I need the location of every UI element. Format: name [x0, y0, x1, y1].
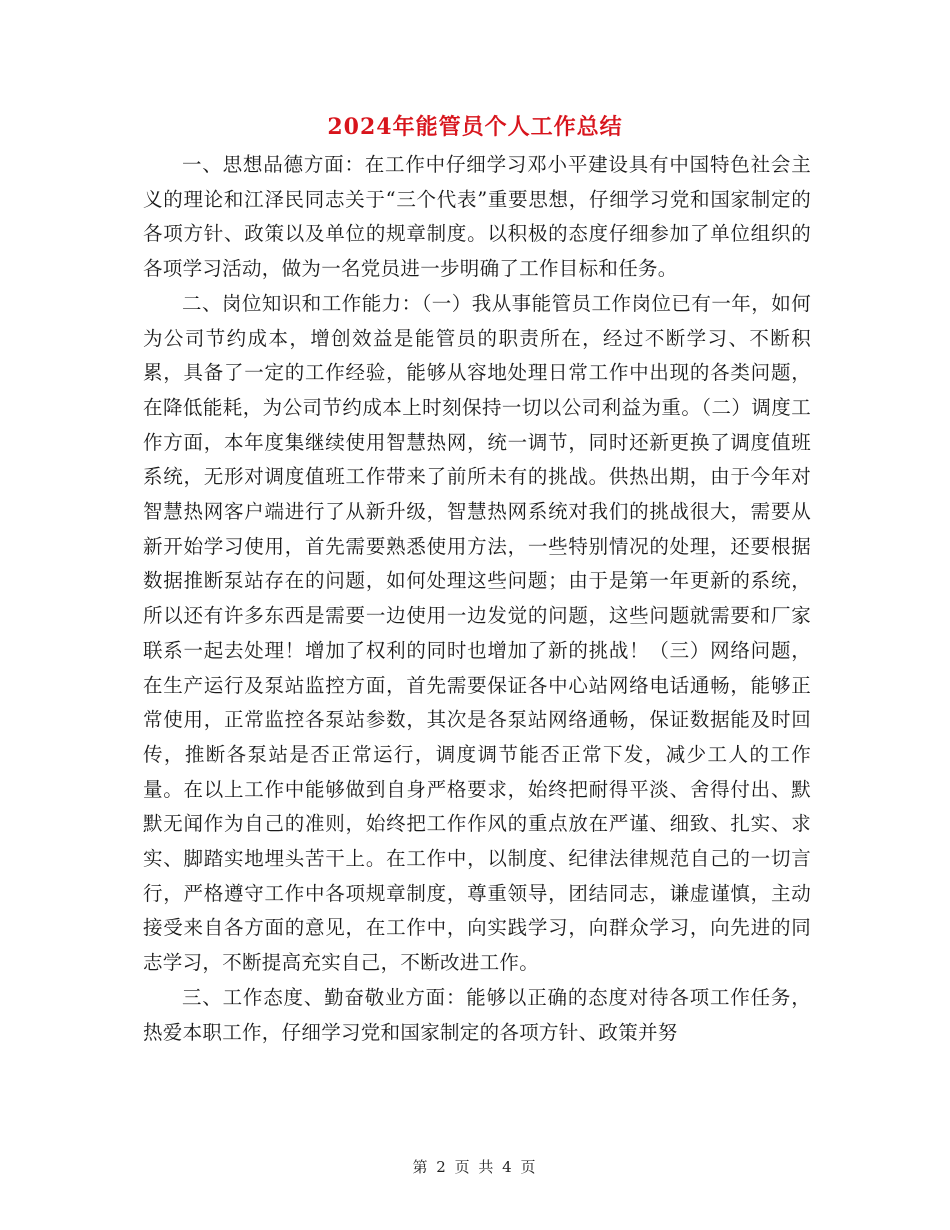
- page-number-footer: 第 2 页 共 4 页: [412, 1158, 538, 1176]
- paragraph-work-attitude: 三、工作态度、勤奋敬业方面：能够以正确的态度对待各项工作任务，热爱本职工作，仔细学习党和国家制定的各项方针、政策并努: [143, 985, 811, 1044]
- document-title: 2024年能管员个人工作总结: [327, 114, 623, 140]
- document-body: [143, 148, 811, 1050]
- paragraph-ideology: 一、思想品德方面：在工作中仔细学习邓小平建设具有中国特色社会主义的理论和江泽民同志关于“三个代表”重要思想，仔细学习党和国家制定的各项方针、政策以及单位的规章制度。以积极的态度仔细参加了单位组织的各项学习活动，做为一名党员进一步明确了工作目标和任务。: [143, 153, 811, 281]
- paragraph-job-knowledge: 二、岗位知识和工作能力：（一）我从事能管员工作岗位已有一年，如何为公司节约成本，增创效益是能管员的职责所在，经过不断学习、不断积累，具备了一定的工作经验，能够从容地处理日常工作中出现的各类问题，在降低能耗，为公司节约成本上时刻保持一切以公司利益为重。（二）调度工作方面，本年度集继续使用智慧热网，统一调节，同时还新更换了调度值班系统，无形对调度值班工作带来了前所未有的挑战。供热出期，由于今年对智慧热网客户端进行了从新升级，智慧热网系统对我们的挑战很大，需要从新开始学习使用，首先需要熟悉使用方法，一些特别情况的处理，还要根据数据推断泵站存在的问题，如何处理这些问题；由于是第一年更新的系统，所以还有许多东西是需要一边使用一边发觉的问题，这些问题就需要和厂家联系一起去处理！增加了权利的同时也增加了新的挑战！（三）网络问题，在生产运行及泵站监控方面，首先需要保证各中心站网络电话通畅，能够正常使用，正常监控各泵站参数，其次是各泵站网络通畅，保证数据能及时回传，推断各泵站是否正常运行，调度调节能否正常下发，减少工人的工作量。在以上工作中能够做到自身严格要求，始终把耐得平淡、舍得付出、默默无闻作为自己的准则，始终把工作作风的重点放在严谨、细致、扎实、求实、脚踏实地埋头苦干上。在工作中，以制度、纪律法律规范自己的一切言行，严格遵守工作中各项规章制度，尊重领导，团结同志，谦虚谨慎，主动接受来自各方面的意见，在工作中，向实践学习，向群众学习，向先进的同志学习，不断提高充实自己，不断改进工作。: [143, 291, 811, 975]
